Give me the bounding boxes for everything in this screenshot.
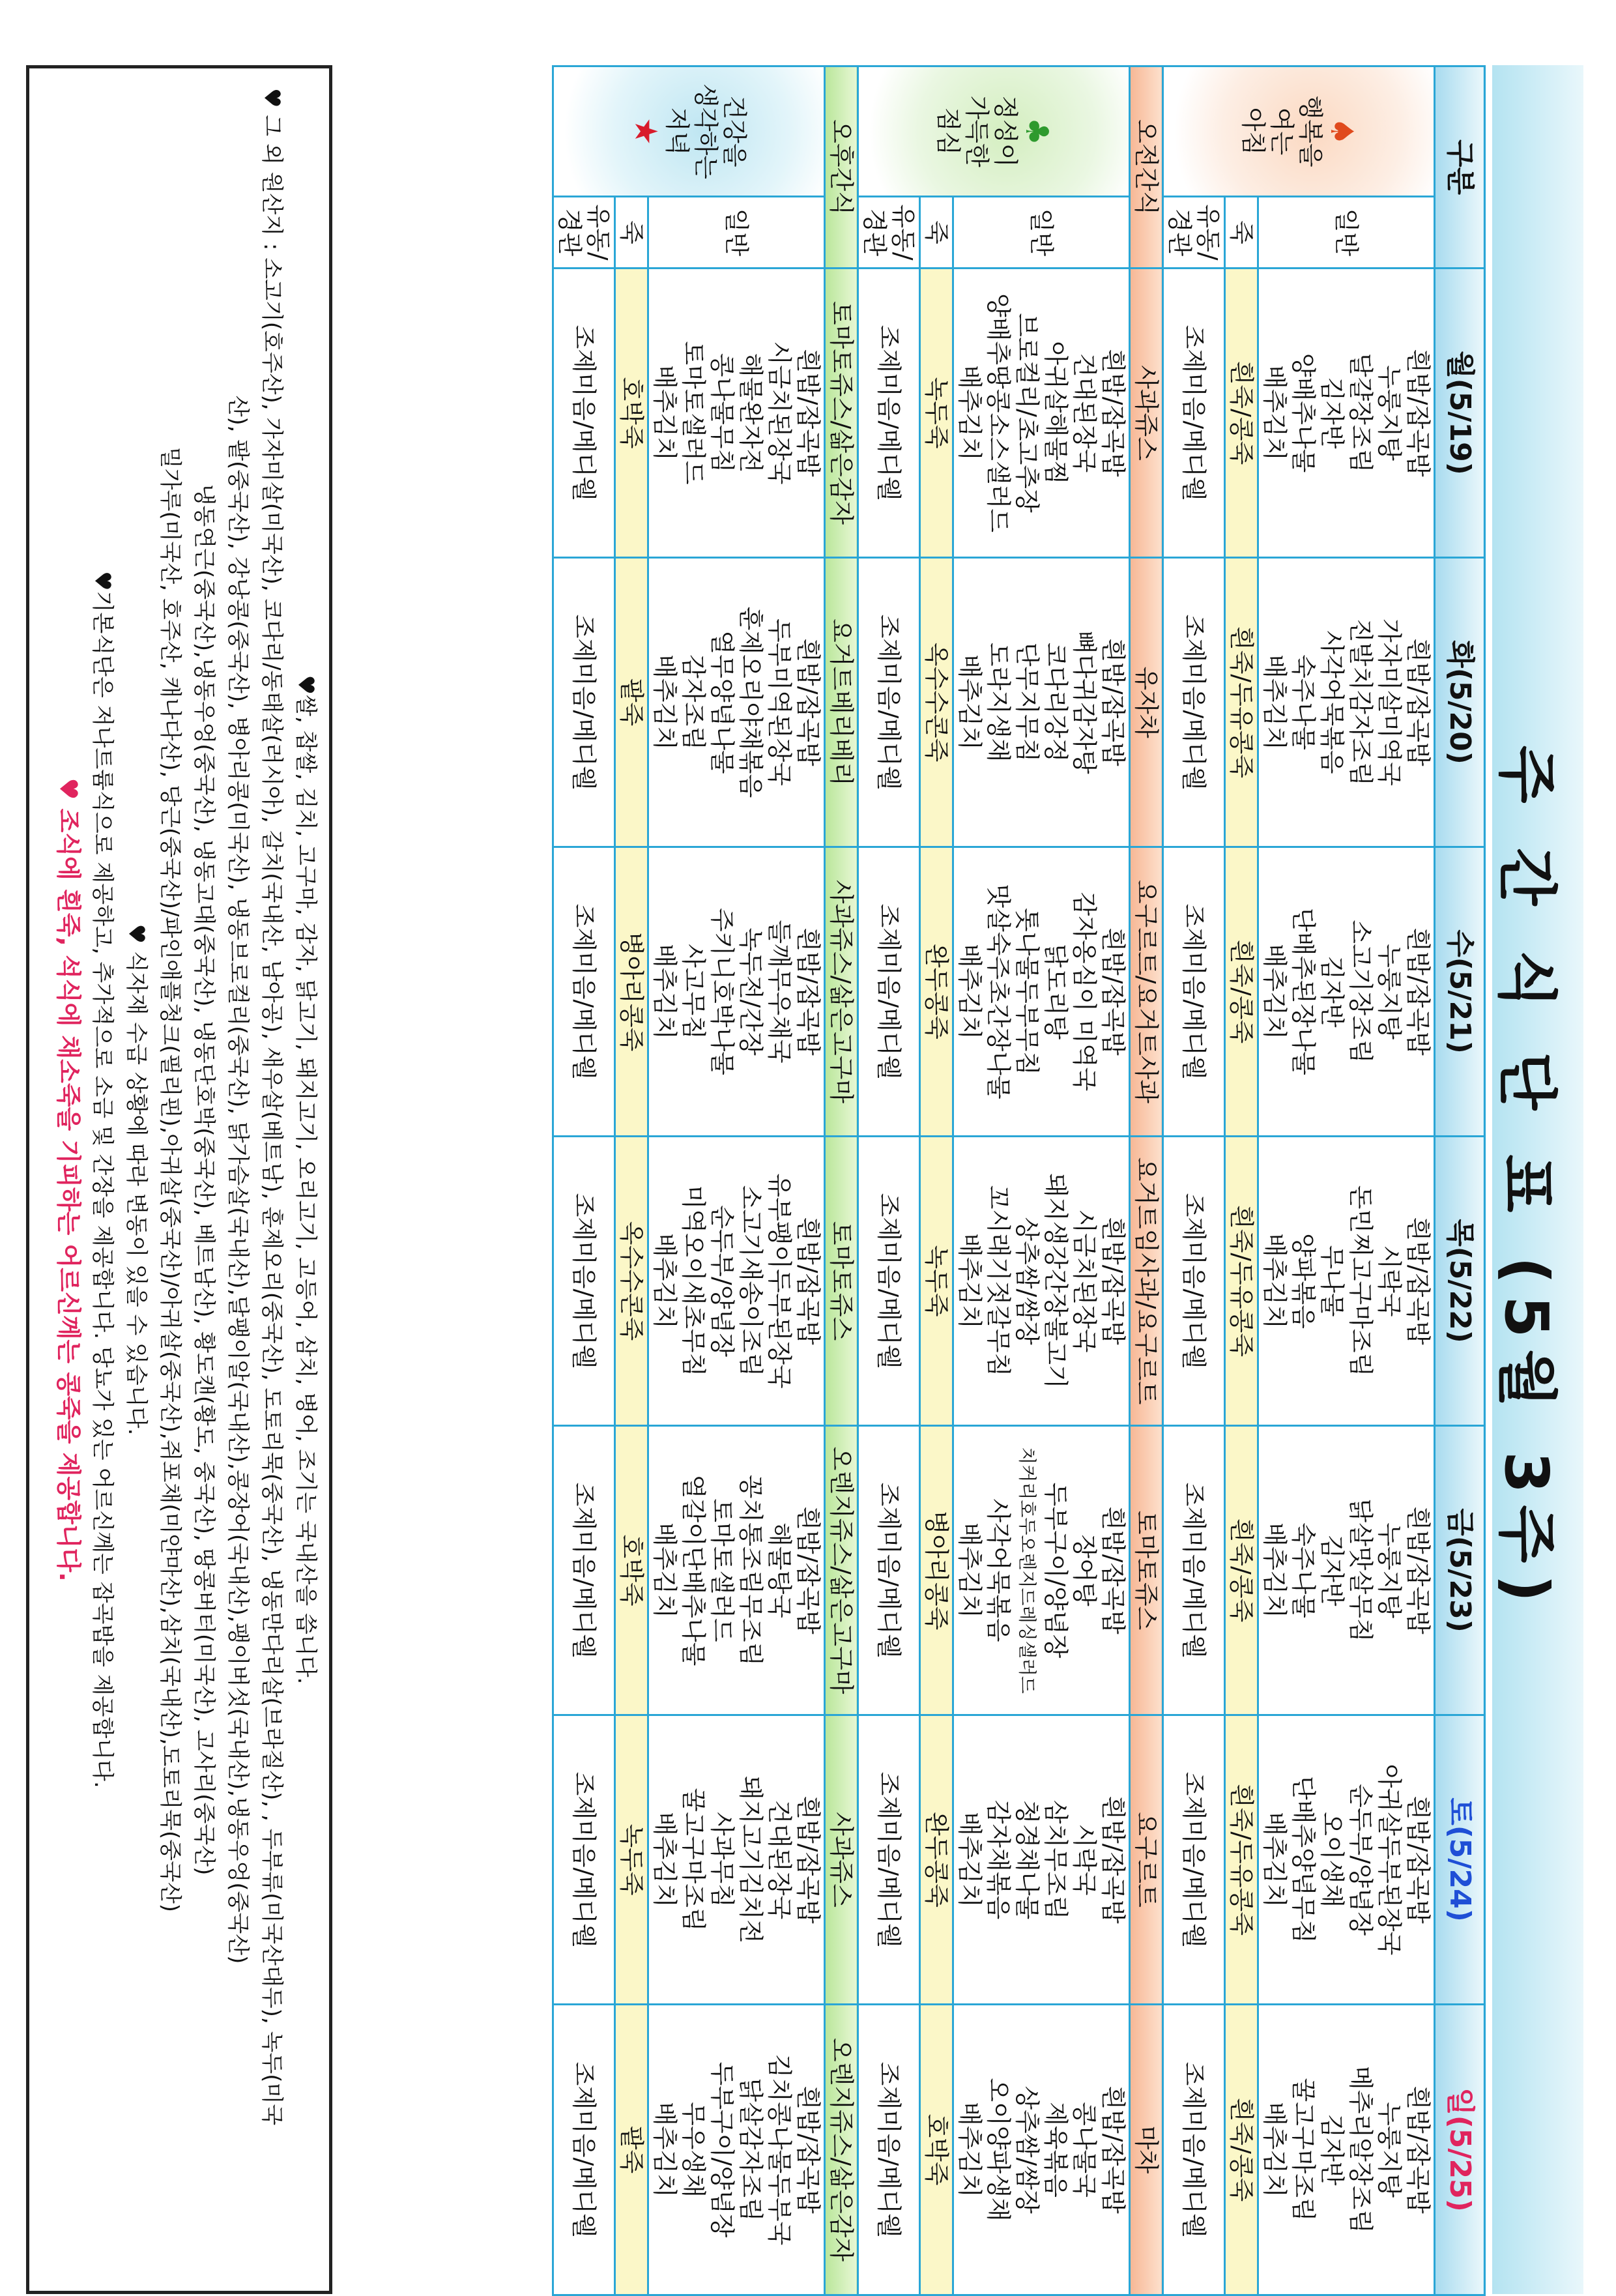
menu-item: 배추김치 bbox=[1260, 1812, 1289, 1908]
menu-item: 시락국 bbox=[1375, 1245, 1404, 1317]
tube-cell: 조제미음/메디웰 bbox=[553, 847, 615, 1137]
type-tube: 유동/경관 bbox=[858, 197, 920, 269]
type-tube: 유동/경관 bbox=[1163, 197, 1225, 269]
porridge-cell: 옥수수콘죽 bbox=[615, 1137, 648, 1426]
dinner-label bbox=[553, 66, 825, 197]
snack-cell: 유자차 bbox=[1130, 558, 1163, 847]
menu-item: 흰밥/잡곡밥 bbox=[1099, 349, 1127, 477]
menu-item: 흰밥/잡곡밥 bbox=[1099, 1795, 1127, 1924]
dinner-label-line: 저녁 bbox=[663, 107, 691, 156]
menu-item: 배추김치 bbox=[1260, 2102, 1289, 2198]
club-suit-icon: ♣ bbox=[1018, 117, 1055, 146]
porridge-cell: 흰죽/콩죽 bbox=[1225, 2005, 1258, 2295]
menu-item: 누룽지탕 bbox=[1375, 365, 1404, 461]
menu-item: 녹두전/간장 bbox=[736, 927, 765, 1056]
porridge-cell: 흰죽/두유콩죽 bbox=[1225, 558, 1258, 847]
porridge-cell: 녹두죽 bbox=[920, 269, 953, 558]
type-porridge: 죽 bbox=[1225, 197, 1258, 269]
header-row bbox=[1435, 66, 1485, 2295]
menu-item: 맛살숙주초간장나물 bbox=[984, 884, 1013, 1099]
lunch-label-line: 점심 bbox=[934, 107, 962, 156]
menu-item: 감자조림 bbox=[679, 654, 708, 750]
menu-item: 배추김치 bbox=[650, 2102, 679, 2198]
type-general: 일반 bbox=[1258, 197, 1435, 269]
note-origin-other: ♥ 그 외 원산지 : 소고기(호주산), 가자미살(미국산), 코다리/동태살(러시아), 갈치(국내산, 남아공), 새우살(베트남), 훈제오리(중국산), 도토리묵(중국산), 냉동만다리살(브라질산), , 두부류(미국산대두), 녹두(미국 bbox=[259, 88, 285, 2126]
porridge-cell: 호박죽 bbox=[615, 269, 648, 558]
menu-cell bbox=[953, 2005, 1130, 2295]
menu-item: 흰밥/잡곡밥 bbox=[794, 1506, 822, 1635]
menu-item: 순두부/양념장 bbox=[1346, 1783, 1375, 1936]
menu-item: 흰밥/잡곡밥 bbox=[1404, 1217, 1432, 1345]
menu-item: 뼈다귀감자탕 bbox=[1070, 630, 1099, 774]
menu-item: 김자반 bbox=[1318, 377, 1346, 449]
porridge-cell: 완두콩죽 bbox=[920, 1715, 953, 2005]
tube-cell: 조제미음/메디웰 bbox=[858, 269, 920, 558]
menu-table bbox=[552, 65, 1486, 2296]
menu-item: 양파볶음 bbox=[1289, 1233, 1318, 1329]
menu-item: 흰밥/잡곡밥 bbox=[1099, 927, 1127, 1056]
dinner-porridge-row bbox=[615, 66, 648, 2295]
menu-item: 오이생채 bbox=[1318, 1812, 1346, 1908]
header-day: 화(5/20) bbox=[1435, 558, 1485, 847]
porridge-cell: 완두콩죽 bbox=[920, 847, 953, 1137]
menu-item: 건대된장국 bbox=[765, 1799, 794, 1920]
tube-cell: 조제미음/메디웰 bbox=[1163, 269, 1225, 558]
menu-item: 흰밥/잡곡밥 bbox=[1404, 349, 1432, 477]
menu-item: 해물완자전 bbox=[736, 353, 765, 473]
menu-item: 무우생채 bbox=[679, 2102, 708, 2198]
menu-item: 달걀장조림 bbox=[1346, 353, 1375, 473]
note-seasonal: ♥ 식자재 수급 상황에 따라 변동이 있을 수 있습니다. bbox=[123, 923, 149, 1436]
spade-suit-icon: ♠ bbox=[1323, 117, 1360, 146]
menu-item: 가자미살미역국 bbox=[1375, 618, 1404, 786]
breakfast-label bbox=[1163, 66, 1435, 197]
menu-item: 건대된장국 bbox=[1070, 353, 1099, 473]
menu-item: 사고무침 bbox=[679, 944, 708, 1039]
menu-item: 유부팽이두부된장국 bbox=[765, 1173, 794, 1389]
menu-item: 배추김치 bbox=[1260, 654, 1289, 750]
porridge-cell: 흰죽/콩죽 bbox=[1225, 1426, 1258, 1715]
menu-item: 배추김치 bbox=[955, 1233, 984, 1329]
snack-cell: 사과쥬스/삶은고구마 bbox=[825, 847, 858, 1137]
menu-item: 배추김치 bbox=[1260, 1233, 1289, 1329]
menu-item: 소고기새송이조림 bbox=[736, 1185, 765, 1377]
menu-cell bbox=[1258, 847, 1435, 1137]
menu-item: 배추김치 bbox=[650, 1812, 679, 1908]
menu-item: 상추쌈/쌈장 bbox=[1013, 2085, 1041, 2214]
menu-item: 김치콩나물두부국 bbox=[765, 2054, 794, 2246]
dinner-label-line: 건강을 bbox=[720, 95, 749, 167]
snack-cell: 요구르트 bbox=[1130, 1715, 1163, 2005]
menu-cell bbox=[1258, 1426, 1435, 1715]
menu-item: 흰밥/잡곡밥 bbox=[794, 2085, 822, 2214]
menu-item: 열갈이단배추나물 bbox=[679, 1474, 708, 1666]
menu-item: 배추김치 bbox=[955, 1522, 984, 1618]
porridge-cell: 호박죽 bbox=[920, 2005, 953, 2295]
menu-item: 두부구이/양념장 bbox=[708, 2061, 736, 2238]
menu-item: 김자반 bbox=[1318, 955, 1346, 1028]
header-day-sunday: 일(5/25) bbox=[1435, 2005, 1485, 2295]
menu-cell bbox=[1258, 558, 1435, 847]
menu-item: 삼치무조림 bbox=[1041, 1799, 1070, 1920]
menu-item: 단무지무침 bbox=[1013, 642, 1041, 763]
type-porridge: 죽 bbox=[920, 197, 953, 269]
menu-item: 콩나물무침 bbox=[708, 353, 736, 473]
menu-item: 진발치감자조림 bbox=[1346, 618, 1375, 786]
snack-cell: 오렌지쥬스/삶은감자 bbox=[825, 2005, 858, 2295]
menu-item: 닭살감자조림 bbox=[736, 2078, 765, 2222]
tube-cell: 조제미음/메디웰 bbox=[1163, 2005, 1225, 2295]
menu-item: 토마토샐러드 bbox=[679, 341, 708, 485]
menu-item: 양배추나물 bbox=[1289, 353, 1318, 473]
snack-cell: 사과쥬스 bbox=[1130, 269, 1163, 558]
snack-cell: 마차 bbox=[1130, 2005, 1163, 2295]
menu-item: 배추김치 bbox=[955, 365, 984, 461]
porridge-cell: 흰죽/콩죽 bbox=[1225, 847, 1258, 1137]
menu-cell bbox=[1258, 1137, 1435, 1426]
menu-cell bbox=[648, 269, 825, 558]
header-day: 월(5/19) bbox=[1435, 269, 1485, 558]
tube-cell: 조제미음/메디웰 bbox=[553, 269, 615, 558]
menu-item: 토마토샐러드 bbox=[708, 1498, 736, 1642]
menu-item: 돼지생강간장불고기 bbox=[1041, 1173, 1070, 1389]
lunch-label-line: 가득한 bbox=[962, 95, 991, 167]
notes-box bbox=[26, 65, 332, 2294]
tube-cell: 조제미음/메디웰 bbox=[1163, 1137, 1225, 1426]
menu-item: 흰밥/잡곡밥 bbox=[1099, 2085, 1127, 2214]
menu-item: 흰밥/잡곡밥 bbox=[1404, 1795, 1432, 1924]
menu-cell bbox=[648, 558, 825, 847]
menu-item: 돈민찌고구마조림 bbox=[1346, 1185, 1375, 1377]
lunch-label-line: 정성이 bbox=[991, 95, 1020, 167]
menu-item: 흰밥/잡곡밥 bbox=[794, 1217, 822, 1345]
menu-item: 누룽지탕 bbox=[1375, 1522, 1404, 1618]
menu-item: 닭도리탕 bbox=[1041, 944, 1070, 1039]
menu-cell bbox=[648, 1137, 825, 1426]
menu-item: 시금치된장국 bbox=[1070, 1209, 1099, 1353]
tube-cell: 조제미음/메디웰 bbox=[1163, 847, 1225, 1137]
porridge-cell: 녹두죽 bbox=[920, 1137, 953, 1426]
menu-item: 흰밥/잡곡밥 bbox=[794, 349, 822, 477]
menu-item: 감자채볶음 bbox=[984, 1799, 1013, 1920]
dinner-general-row bbox=[648, 66, 825, 2295]
menu-cell bbox=[1258, 1715, 1435, 2005]
menu-item: 꿀고구마조림 bbox=[679, 1788, 708, 1932]
menu-item: 닭살맛살무침 bbox=[1346, 1498, 1375, 1642]
tube-cell: 조제미음/메디웰 bbox=[1163, 1715, 1225, 2005]
tube-cell: 조제미음/메디웰 bbox=[858, 1137, 920, 1426]
menu-item: 시금치된장국 bbox=[765, 341, 794, 485]
menu-item: 사과무침 bbox=[708, 1812, 736, 1908]
porridge-cell: 병아리콩죽 bbox=[615, 847, 648, 1137]
menu-item: 상추쌈/쌈장 bbox=[1013, 1217, 1041, 1345]
menu-item: 도라지생채 bbox=[984, 642, 1013, 763]
header-day-saturday: 토(5/24) bbox=[1435, 1715, 1485, 2005]
menu-item: 흰밥/잡곡밥 bbox=[1404, 1506, 1432, 1635]
morning_snack-row bbox=[1130, 66, 1163, 2295]
tube-cell: 조제미음/메디웰 bbox=[553, 2005, 615, 2295]
menu-item: 흰밥/잡곡밥 bbox=[794, 927, 822, 1056]
breakfast-porridge-row bbox=[1225, 66, 1258, 2295]
menu-item: 제육볶음 bbox=[1041, 2102, 1070, 2198]
menu-item: 시락국 bbox=[1070, 1824, 1099, 1896]
type-porridge: 죽 bbox=[615, 197, 648, 269]
menu-item: 아귀살해물찜 bbox=[1041, 341, 1070, 485]
afternoon_snack-row bbox=[825, 66, 858, 2295]
menu-item: 배추김치 bbox=[650, 944, 679, 1039]
menu-item: 콩나물국 bbox=[1070, 2102, 1099, 2198]
note-origin-other: 산), 팥(중국산), 강낭콩(중국산), 병아리콩(미국산), 냉동브로컬리(중국산), 닭가슴살(국내산),달팽이알(국내산),콩장어(국내산),팽이버섯(국내산),냉동우엉(중국산) bbox=[225, 395, 251, 1964]
dinner-tube-row bbox=[553, 66, 615, 2295]
note-porridge: ♥ 조식에 흰죽, 석식에 채소죽을 기피하는 어르신께는 콩죽을 제공합니다. bbox=[54, 777, 83, 1582]
menu-item: 양배추땅콩소스샐러드 bbox=[984, 293, 1013, 533]
tube-cell: 조제미음/메디웰 bbox=[858, 1426, 920, 1715]
menu-item: 흰밥/잡곡밥 bbox=[1404, 927, 1432, 1056]
menu-item: 사각어묵볶음 bbox=[984, 1498, 1013, 1642]
menu-item: 배추김치 bbox=[955, 1812, 984, 1908]
note-origin-main: ♥쌀, 찹쌀, 김치, 고구마, 감자, 닭고기, 돼지고기, 오리고기, 고등어, 삼치, 병어, 조기는 국내산을 씁니다. bbox=[293, 675, 319, 1685]
tube-cell: 조제미음/메디웰 bbox=[858, 558, 920, 847]
tube-cell: 조제미음/메디웰 bbox=[553, 558, 615, 847]
breakfast-label-line: 여는 bbox=[1267, 107, 1296, 156]
tube-cell: 조제미음/메디웰 bbox=[858, 1715, 920, 2005]
tube-cell: 조제미음/메디웰 bbox=[553, 1426, 615, 1715]
menu-item: 누룽지탕 bbox=[1375, 2102, 1404, 2198]
menu-item: 감자옹심이 미역국 bbox=[1070, 892, 1099, 1092]
menu-item: 오이양파생채 bbox=[984, 2078, 1013, 2222]
menu-item: 배추김치 bbox=[955, 654, 984, 750]
menu-item: 흰밥/잡곡밥 bbox=[1404, 638, 1432, 766]
star-icon: ★ bbox=[628, 117, 664, 146]
menu-item: 배추김치 bbox=[650, 365, 679, 461]
menu-item: 배추김치 bbox=[1260, 1522, 1289, 1618]
menu-item: 흰밥/잡곡밥 bbox=[794, 638, 822, 766]
breakfast-label-line: 아침 bbox=[1239, 107, 1267, 156]
menu-item: 아귀살두부된장국 bbox=[1375, 1764, 1404, 1956]
header-category: 구분 bbox=[1435, 66, 1485, 269]
tube-cell: 조제미음/메디웰 bbox=[858, 847, 920, 1137]
note-basic: ♥기본식단은 저나트륨식으로 제공하고, 추가적으로 소금 및 간장을 제공합니다. 당뇨가 있는 어르신께는 잡곡밥을 제공합니다. bbox=[89, 571, 115, 1788]
tube-cell: 조제미음/메디웰 bbox=[858, 2005, 920, 2295]
menu-item: 돼지고기김치전 bbox=[736, 1776, 765, 1943]
menu-item: 배추김치 bbox=[955, 2102, 984, 2198]
breakfast-label-line: 행복을 bbox=[1296, 95, 1325, 167]
tube-cell: 조제미음/메디웰 bbox=[1163, 558, 1225, 847]
snack-cell: 토마토쥬스/삶은감자 bbox=[825, 269, 858, 558]
porridge-cell: 팥죽 bbox=[615, 558, 648, 847]
page-title: 주 간 식 단 표 (5월 3주) bbox=[1492, 745, 1561, 1614]
menu-item: 두부미역된장국 bbox=[765, 618, 794, 786]
menu-item: 흰밥/잡곡밥 bbox=[1099, 1506, 1127, 1635]
menu-item: 장어탕 bbox=[1070, 1534, 1099, 1606]
header-day: 수(5/21) bbox=[1435, 847, 1485, 1137]
menu-item: 흰밥/잡곡밥 bbox=[1404, 2085, 1432, 2214]
snack-cell: 오렌지쥬스/삶은고구마 bbox=[825, 1426, 858, 1715]
menu-cell bbox=[953, 1715, 1130, 2005]
menu-body bbox=[553, 66, 1435, 2295]
menu-cell bbox=[953, 1137, 1130, 1426]
menu-item: 김자반 bbox=[1318, 1534, 1346, 1606]
porridge-cell: 옥수수콘죽 bbox=[920, 558, 953, 847]
porridge-cell: 호박죽 bbox=[615, 1426, 648, 1715]
menu-cell bbox=[1258, 2005, 1435, 2295]
menu-item: 꽁치통조림무조림 bbox=[736, 1474, 765, 1666]
menu-cell bbox=[953, 1426, 1130, 1715]
snack-cell: 요구르트/요거트사과 bbox=[1130, 847, 1163, 1137]
snack-cell: 요거트베리베리 bbox=[825, 558, 858, 847]
menu-item: 훈제오리야채볶음 bbox=[736, 606, 765, 798]
menu-item: 김자반 bbox=[1318, 2114, 1346, 2186]
menu-item: 소고기장조림 bbox=[1346, 920, 1375, 1064]
afternoon_snack-label: 오후간식 bbox=[825, 66, 858, 269]
menu-cell bbox=[953, 847, 1130, 1137]
porridge-cell: 팥죽 bbox=[615, 2005, 648, 2295]
menu-cell bbox=[648, 2005, 825, 2295]
dinner-label-line: 생각하는 bbox=[691, 83, 720, 179]
menu-item: 치커리호두오렌지드레싱샐러드 bbox=[1017, 1447, 1038, 1694]
note-origin-other: 냉동연근(중국산),냉동우엉(중국산), 냉동고대(중국산), 냉동단호박(중국산), 베트남산), 황도캔(황도, 중국산), 땅콩버터(미국산), 고사리(중국산) bbox=[191, 484, 217, 1876]
breakfast-tube-row bbox=[1163, 66, 1225, 2295]
snack-cell: 토마토쥬스 bbox=[825, 1137, 858, 1426]
menu-item: 흰밥/잡곡밥 bbox=[794, 1795, 822, 1924]
menu-item: 꿀고구마조림 bbox=[1289, 2078, 1318, 2222]
menu-sheet bbox=[7, 65, 1583, 2294]
menu-item: 무나물 bbox=[1318, 1245, 1346, 1317]
menu-item: 꼬시래기젓갈무침 bbox=[984, 1185, 1013, 1377]
porridge-cell: 병아리콩죽 bbox=[920, 1426, 953, 1715]
porridge-cell: 흰죽/두유콩죽 bbox=[1225, 1715, 1258, 2005]
menu-item: 배추김치 bbox=[1260, 944, 1289, 1039]
lunch-porridge-row bbox=[920, 66, 953, 2295]
menu-item: 숙주나물 bbox=[1289, 654, 1318, 750]
breakfast-general-row bbox=[1258, 66, 1435, 2295]
menu-cell bbox=[648, 1426, 825, 1715]
snack-cell: 사과쥬스 bbox=[825, 1715, 858, 2005]
menu-item: 배추김치 bbox=[955, 944, 984, 1039]
note-origin-other: 밀가루(미국산, 호주산, 캐나다산), 당근(중국산)/파인애플청크(필리핀),아귀살(중국산)/아귀살(중국산),쥐포채(미얀마산),삼치(국내산),도토리묵(중국산) bbox=[157, 446, 183, 1913]
menu-cell bbox=[953, 558, 1130, 847]
menu-item: 배추김치 bbox=[650, 1233, 679, 1329]
menu-item: 열무양념나물 bbox=[708, 630, 736, 774]
menu-item: 배추김치 bbox=[650, 1522, 679, 1618]
menu-item: 해물탕국 bbox=[765, 1522, 794, 1618]
type-tube: 유동/경관 bbox=[553, 197, 615, 269]
tube-cell: 조제미음/메디웰 bbox=[553, 1715, 615, 2005]
menu-item: 사각어묵볶음 bbox=[1318, 630, 1346, 774]
header-day: 목(5/22) bbox=[1435, 1137, 1485, 1426]
menu-item: 흰밥/잡곡밥 bbox=[1099, 1217, 1127, 1345]
header-day: 금(5/23) bbox=[1435, 1426, 1485, 1715]
tube-cell: 조제미음/메디웰 bbox=[553, 1137, 615, 1426]
menu-item: 숙주나물 bbox=[1289, 1522, 1318, 1618]
type-general: 일반 bbox=[648, 197, 825, 269]
lunch-tube-row bbox=[858, 66, 920, 2295]
menu-item: 메추리알장조림 bbox=[1346, 2066, 1375, 2233]
menu-item: 브로컬리/초고추장 bbox=[1013, 313, 1041, 513]
type-general: 일반 bbox=[953, 197, 1130, 269]
lunch-general-row bbox=[953, 66, 1130, 2295]
menu-item: 단배추양념무침 bbox=[1289, 1776, 1318, 1943]
menu-cell bbox=[1258, 269, 1435, 558]
snack-cell: 토마토쥬스 bbox=[1130, 1426, 1163, 1715]
snack-cell: 요거트임사과/요구르트 bbox=[1130, 1137, 1163, 1426]
menu-item: 배추김치 bbox=[1260, 365, 1289, 461]
menu-item: 주키니호박나물 bbox=[708, 908, 736, 1075]
tube-cell: 조제미음/메디웰 bbox=[1163, 1426, 1225, 1715]
menu-cell bbox=[648, 847, 825, 1137]
menu-item: 톳나물두부무침 bbox=[1013, 908, 1041, 1075]
porridge-cell: 흰죽/두유콩죽 bbox=[1225, 1137, 1258, 1426]
menu-cell bbox=[953, 269, 1130, 558]
morning_snack-label: 오전간식 bbox=[1130, 66, 1163, 269]
porridge-cell: 녹두죽 bbox=[615, 1715, 648, 2005]
menu-item: 코다리강정 bbox=[1041, 642, 1070, 763]
menu-item: 순두부/양념장 bbox=[708, 1204, 736, 1358]
menu-item: 누룽지탕 bbox=[1375, 944, 1404, 1039]
menu-item: 미역오이새초무침 bbox=[679, 1185, 708, 1377]
menu-item: 흰밥/잡곡밥 bbox=[1099, 638, 1127, 766]
lunch-label bbox=[858, 66, 1130, 197]
menu-item: 배추김치 bbox=[650, 654, 679, 750]
porridge-cell: 흰죽/콩죽 bbox=[1225, 269, 1258, 558]
menu-item: 단배추된장나물 bbox=[1289, 908, 1318, 1075]
menu-cell bbox=[648, 1715, 825, 2005]
menu-item: 두부구이/양념장 bbox=[1041, 1482, 1070, 1659]
menu-item: 청경채나물 bbox=[1013, 1799, 1041, 1920]
menu-item: 들깨무우채국 bbox=[765, 920, 794, 1064]
